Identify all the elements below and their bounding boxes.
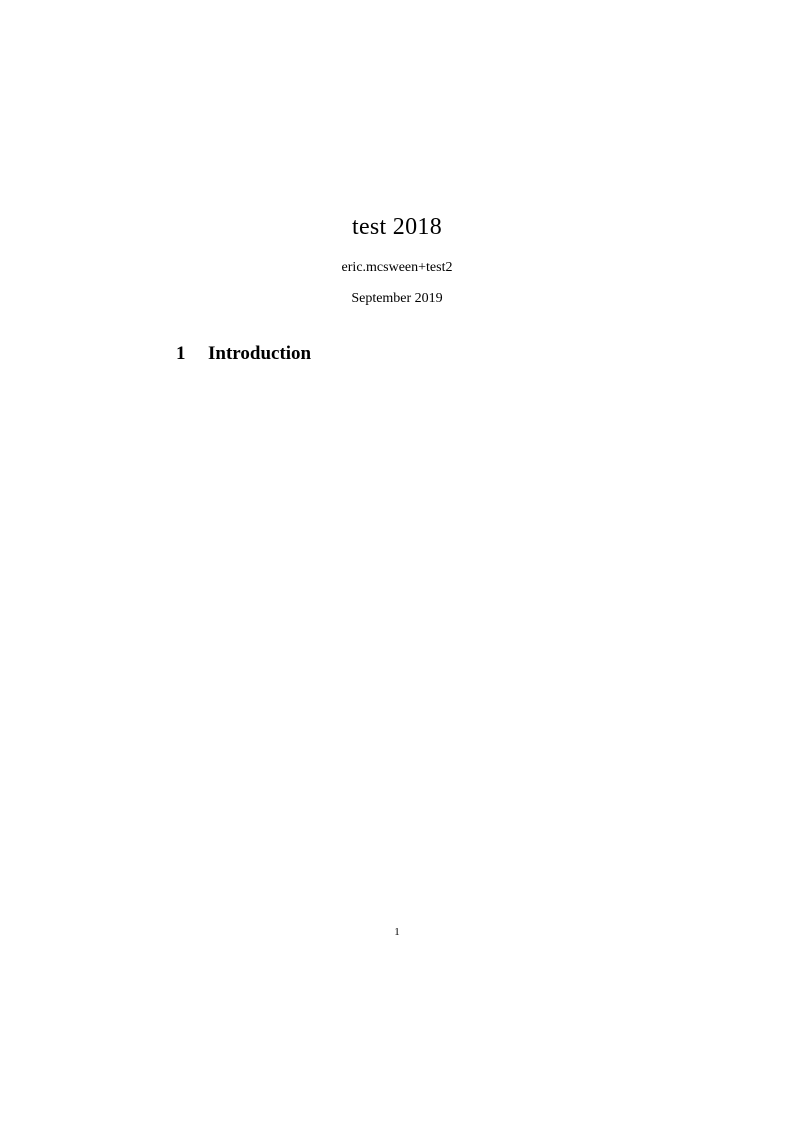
document-date: September 2019 — [351, 291, 443, 306]
page-number: 1 — [394, 926, 400, 938]
section-number: 1 — [176, 343, 186, 364]
document-author: eric.mcsween+test2 — [341, 260, 453, 275]
document-title: test 2018 — [351, 214, 443, 240]
section-heading-introduction — [176, 342, 311, 366]
section-title: Introduction — [208, 343, 312, 364]
